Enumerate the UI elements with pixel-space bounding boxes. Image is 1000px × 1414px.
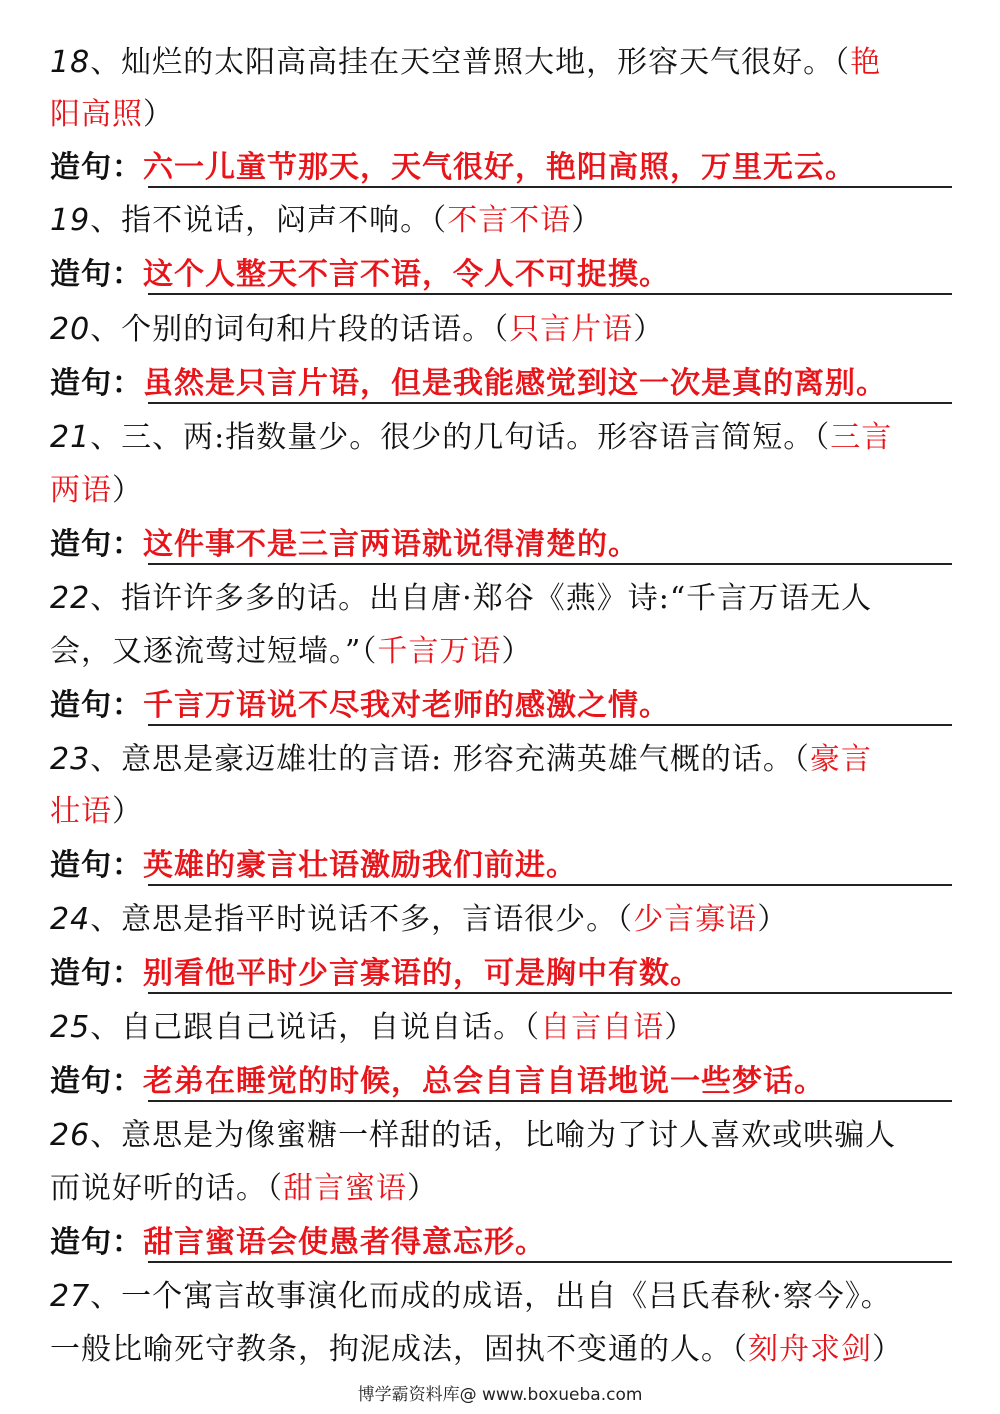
entry-27-line-2: 一般比喻死守教条，拘泥成法，固执不变通的人。（刻舟求剑） <box>50 1332 903 1367</box>
sentence-20: 造句：虽然是只言片语，但是我能感觉到这一次是真的离别。 <box>50 366 887 401</box>
entry-25-line-1: 25、自己跟自己说话，自说自话。（自言自语） <box>50 1010 696 1045</box>
entry-19-line-1: 19、指不说话，闷声不响。（不言不语） <box>50 203 603 238</box>
answer-27: 刻舟求剑 <box>748 1332 872 1367</box>
underline <box>148 884 952 886</box>
answer-25: 自言自语 <box>540 1010 665 1045</box>
sentence-22: 造句：千言万语说不尽我对老师的感激之情。 <box>50 688 670 723</box>
sentence-26: 造句：甜言蜜语会使愚者得意忘形。 <box>50 1225 546 1260</box>
underline <box>148 402 952 404</box>
answer-23-part-1: 豪言 <box>809 742 872 777</box>
entry-22-line-2: 会，又逐流莺过短墙。”（千言万语） <box>50 634 533 669</box>
entry-22-line-1: 22、指许许多多的话。出自唐·郑谷《燕》诗:“千言万语无人 <box>50 581 873 616</box>
sentence-21: 造句：这件事不是三言两语就说得清楚的。 <box>50 527 639 562</box>
answer-20: 只言片语 <box>509 312 634 347</box>
underline <box>148 293 952 295</box>
sentence-19: 造句：这个人整天不言不语，令人不可捉摸。 <box>50 257 670 292</box>
answer-18-part-1: 艳 <box>850 45 882 80</box>
underline <box>148 992 952 994</box>
answer-23-part-2: 壮语 <box>50 794 112 829</box>
answer-26: 甜言蜜语 <box>283 1171 407 1206</box>
entry-21-line-2: 两语） <box>50 473 143 508</box>
underline <box>148 724 952 726</box>
footer-watermark: 博学霸资料库@ www.boxueba.com <box>357 1385 643 1405</box>
entry-27-line-1: 27、一个寓言故事演化而成的成语，出自《吕氏春秋·察今》。 <box>50 1279 892 1314</box>
answer-21-part-1: 三言 <box>830 420 893 455</box>
answer-18-part-2: 阳高照 <box>50 97 143 132</box>
answer-22: 千言万语 <box>377 634 502 669</box>
entry-23-line-1: 23、意思是豪迈雄壮的言语: 形容充满英雄气概的话。（豪言 <box>50 742 872 777</box>
underline <box>148 186 952 188</box>
sentence-18: 造句：六一儿童节那天，天气很好，艳阳高照，万里无云。 <box>50 150 856 185</box>
sentence-23: 造句：英雄的豪言壮语激励我们前进。 <box>50 848 577 883</box>
sentence-24: 造句：别看他平时少言寡语的，可是胸中有数。 <box>50 956 701 991</box>
entry-18-line-1: 18、灿烂的太阳高高挂在天空普照大地，形容天气很好。（艳 <box>50 45 882 80</box>
entry-21-line-1: 21、三、两:指数量少。很少的几句话。形容语言简短。（三言 <box>50 420 893 455</box>
underline <box>148 1261 952 1263</box>
entry-20-line-1: 20、个别的词句和片段的话语。（只言片语） <box>50 312 665 347</box>
entry-24-line-1: 24、意思是指平时说话不多，言语很少。（少言寡语） <box>50 902 789 937</box>
answer-24: 少言寡语 <box>633 902 758 937</box>
sentence-25: 造句：老弟在睡觉的时候，总会自言自语地说一些梦话。 <box>50 1064 825 1099</box>
entry-26-line-1: 26、意思是为像蜜糖一样甜的话，比喻为了讨人喜欢或哄骗人 <box>50 1118 897 1153</box>
answer-19: 不言不语 <box>447 203 572 238</box>
answer-21-part-2: 两语 <box>50 473 112 508</box>
entry-23-line-2: 壮语） <box>50 794 143 829</box>
underline <box>148 563 952 565</box>
underline <box>148 1100 952 1102</box>
entry-26-line-2: 而说好听的话。（甜言蜜语） <box>50 1171 438 1206</box>
entry-18-line-2: 阳高照） <box>50 97 174 132</box>
